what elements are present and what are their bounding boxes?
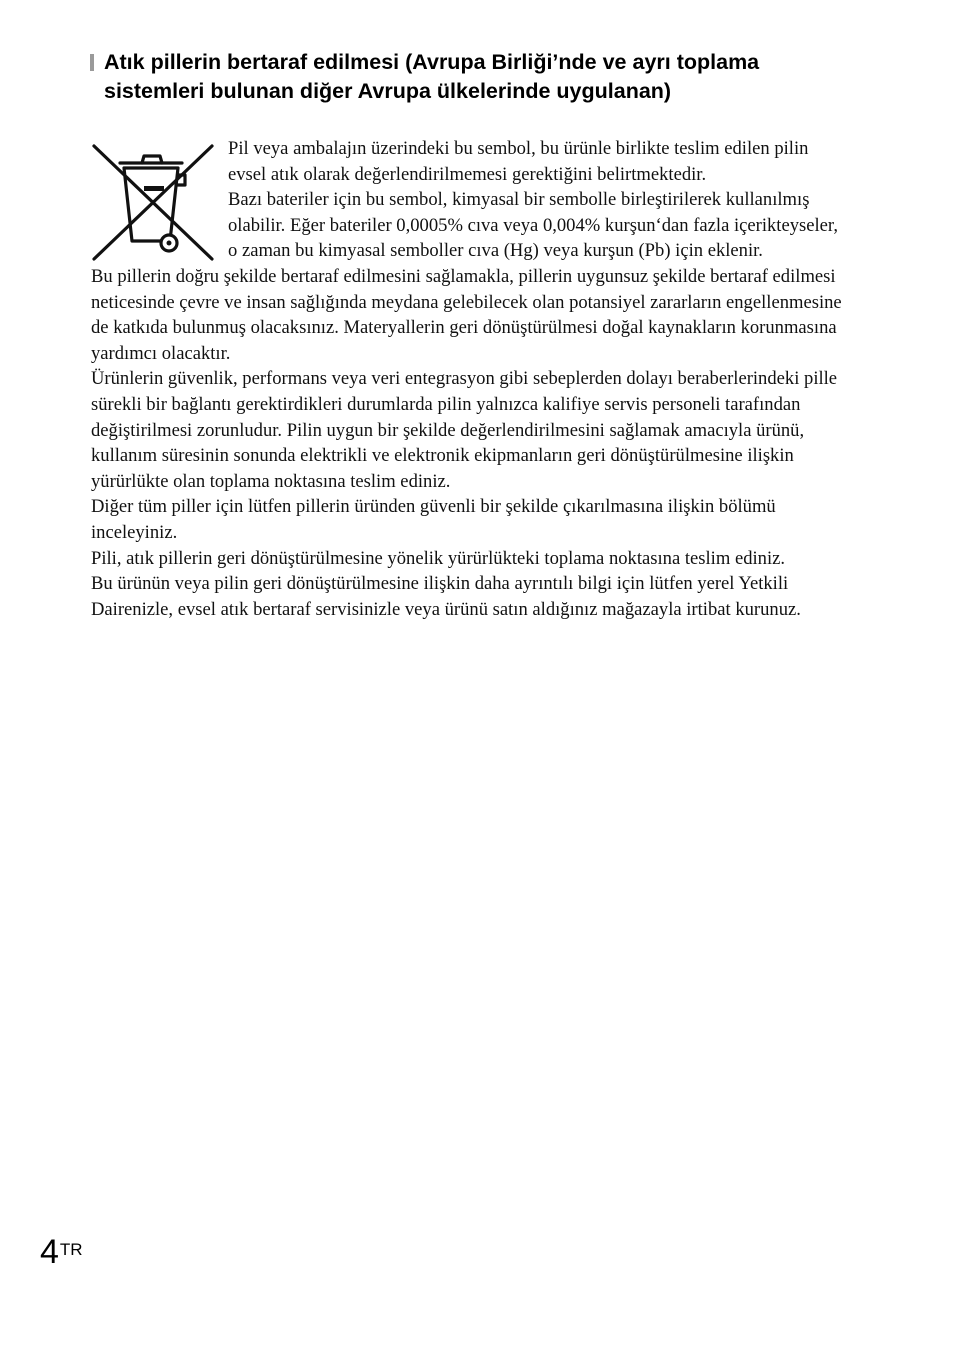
body-text [91, 136, 851, 622]
heading-title: Atık pillerin bertaraf edilmesi (Avrupa Birliği’nde ve ayrı toplama sistemleri bulunan diğer Avrupa ülkelerinde uygulanan) [104, 50, 760, 103]
heading-marker-bar [90, 54, 94, 71]
page-number: 4 [40, 1233, 59, 1271]
paragraph-5: Diğer tüm piller için lütfen pillerin üründen güvenli bir şekilde çıkarılmasına ilişkin bölümü inceleyiniz. [91, 496, 776, 543]
page-footer [40, 1232, 83, 1272]
paragraph-2: Bazı bateriler için bu sembol, kimyasal bir sembolle birleştirilerek kullanılmış olabilir. Eğer bateriler 0,0005% cıva veya 0,004% kurşun‘dan fazla içerikteyseler, o zaman bu kimyasal semboller cıva (Hg) veya kurşun (Pb) için eklenir. [228, 189, 839, 262]
paragraph-7: Bu ürünün veya pilin geri dönüştürülmesine ilişkin daha ayrıntılı bilgi için lütfen yerel Yetkili Dairenizle, evsel atık bertaraf servisinizle veya ürünü satın aldığınız mağazayla irtibat kurunuz. [91, 573, 801, 620]
crossed-out-wheelie-bin-icon [90, 141, 220, 263]
paragraph-3: Bu pillerin doğru şekilde bertaraf edilmesini sağlamakla, pillerin uygunsuz şekilde bertaraf edilmesi neticesinde çevre ve insan sağlığında meydana gelebilecek olan potansiyel zararların engellenmesine de katkıda bulunmuş olacaksınız. Materyallerin geri dönüştürülmesi doğal kaynakların korunmasına yardımcı olacaktır. [91, 265, 842, 364]
paragraph-4: Ürünlerin güvenlik, performans veya veri entegrasyon gibi sebeplerden dolayı beraberlerindeki pille sürekli bir bağlantı gerektirdikleri durumlarda pilin yalnızca kalifiye servis personeli tarafından değiştirilmesi zorunludur. Pilin uygun bir şekilde değerlendirilmesini sağlamak amacıyla ürünü, kullanım süresinin sonunda elektrikli ve elektronik ekipmanların geri dönüştürülmesine ilişkin yürürlükte olan toplama noktasına teslim ediniz. [91, 368, 838, 492]
paragraph-1: Pil veya ambalajın üzerindeki bu sembol, bu ürünle birlikte teslim edilen pilin evsel atık olarak değerlendirilmemesi gerektiğini belirtmektedir. [228, 138, 809, 185]
language-code: TR [59, 1240, 83, 1259]
section-heading [88, 48, 828, 106]
paragraph-6: Pili, atık pillerin geri dönüştürülmesine yönelik yürürlükteki toplama noktasına teslim ediniz. [91, 547, 786, 569]
